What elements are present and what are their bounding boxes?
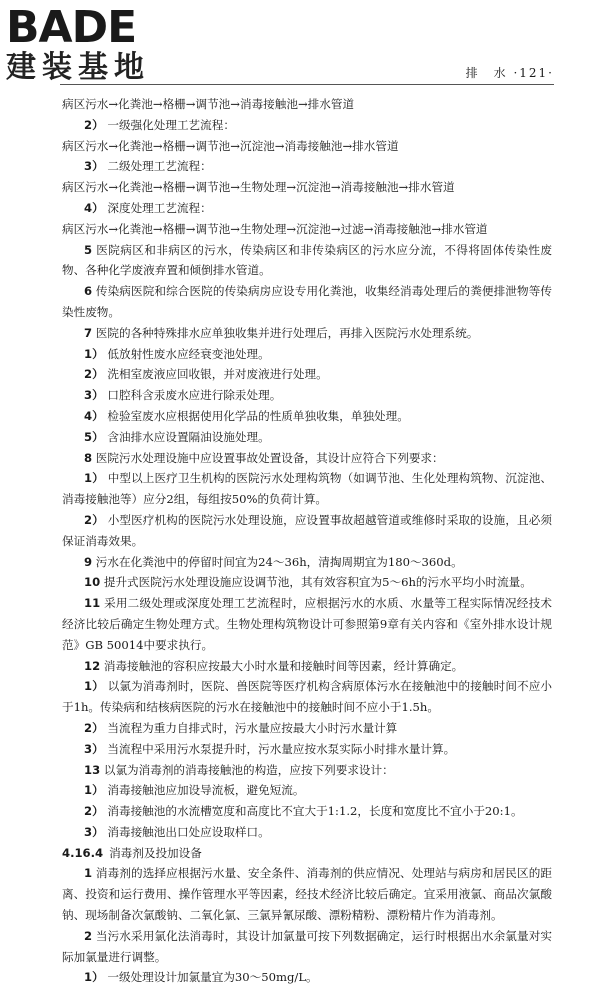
- paragraph: [62, 344, 552, 365]
- item-number: 4）: [84, 408, 104, 423]
- paragraph-text: 医院的各种特殊排水应单独收集并进行处理后，再排入医院污水处理系统。: [95, 325, 479, 340]
- paragraph: [62, 240, 552, 282]
- paragraph: [62, 572, 552, 593]
- paragraph-text: 提升式医院污水处理设施应设调节池，其有效容积宜为5～6h的污水平均小时流量。: [103, 575, 532, 590]
- paragraph-text: 消毒剂及投加设备: [109, 845, 202, 860]
- paragraph: [62, 406, 552, 427]
- paragraph: [62, 364, 552, 385]
- item-number: 1）: [84, 679, 104, 694]
- item-number: 1）: [84, 783, 104, 798]
- item-number: 1: [84, 866, 93, 881]
- paragraph-text: 当流程中采用污水泵提升时，污水量应按水泵实际小时排水量计算。: [107, 741, 456, 756]
- item-number: 11: [84, 596, 101, 611]
- item-number: 12: [84, 658, 101, 673]
- item-number: 10: [84, 575, 101, 590]
- paragraph: [62, 510, 552, 552]
- paragraph: [62, 926, 552, 968]
- item-number: 13: [84, 762, 101, 777]
- paragraph: [62, 468, 552, 510]
- paragraph: [62, 967, 552, 988]
- item-number: 1）: [84, 471, 104, 486]
- paragraph-text: 二级处理工艺流程：: [107, 159, 212, 174]
- item-number: 2）: [84, 367, 104, 382]
- paragraph: [62, 676, 552, 718]
- paragraph-text: 污水在化粪池中的停留时间宜为24～36h，清掏周期宜为180～360d。: [95, 554, 463, 569]
- paragraph: [62, 448, 552, 469]
- paragraph: [62, 801, 552, 822]
- item-number: 8: [84, 450, 93, 465]
- item-number: 5）: [84, 429, 104, 444]
- item-number: 6: [84, 284, 93, 299]
- item-number: 1）: [84, 970, 104, 985]
- paragraph: [62, 385, 552, 406]
- item-number: 5: [84, 242, 93, 257]
- paragraph-text: 以氯为消毒剂时，医院、兽医院等医疗机构含病原体污水在接触池中的接触时间不应小于1h。传染病和结核病医院的污水在接触池中的接触时间不应小于1.5h。: [62, 679, 552, 715]
- paragraph: [62, 136, 552, 157]
- item-number: 2）: [84, 117, 104, 132]
- paragraph-text: 消毒接触池应加设导流板，避免短流。: [107, 783, 305, 798]
- paragraph-text: 小型医疗机构的医院污水处理设施，应设置事故超越管道或维修时采取的设施，且必须保证消毒效果。: [62, 512, 552, 548]
- paragraph: [62, 863, 552, 925]
- document-body: [62, 94, 552, 988]
- paragraph: [62, 177, 552, 198]
- item-number: 3）: [84, 388, 104, 403]
- paragraph: [62, 156, 552, 177]
- paragraph-text: 传染病医院和综合医院的传染病房应设专用化粪池，收集经消毒处理后的粪便排泄物等传染性废物。: [62, 284, 552, 319]
- item-number: 7: [84, 325, 93, 340]
- paragraph-text: 消毒剂的选择应根据污水量、安全条件、消毒剂的供应情况、处理站与病房和居民区的距离、投资和运行费用、操作管理水平等因素，经技术经济比较后确定。宜采用液氯、商品次氯酸钠、现场制备次氯酸钠、二氧化氯、三氯异氰尿酸、漂粉精粉、漂粉精片作为消毒剂。: [62, 866, 552, 923]
- item-number: 2）: [84, 720, 104, 735]
- paragraph: [62, 739, 552, 760]
- paragraph: [62, 219, 552, 240]
- logo-text-en: BADE: [6, 2, 137, 53]
- paragraph: [62, 94, 552, 115]
- paragraph-text: 检验室废水应根据使用化学品的性质单独收集，单独处理。: [107, 408, 409, 423]
- item-number: 1）: [84, 346, 104, 361]
- paragraph-text: 医院污水处理设施中应设置事故处置设备，其设计应符合下列要求：: [95, 450, 444, 465]
- paragraph-text: 病区污水→化粪池→格栅→调节池→生物处理→沉淀池→过滤→消毒接触池→排水管道: [62, 221, 488, 236]
- paragraph-text: 消毒接触池的容积应按最大小时水量和接触时间等因素，经计算确定。: [103, 658, 464, 673]
- item-number: 3）: [84, 159, 104, 174]
- paragraph: [62, 198, 552, 219]
- paragraph: [62, 780, 552, 801]
- paragraph-text: 中型以上医疗卫生机构的医院污水处理构筑物（如调节池、生化处理构筑物、沉淀池、消毒接触池等）应分2组，每组按50%的负荷计算。: [62, 471, 552, 507]
- paragraph: [62, 718, 552, 739]
- paragraph: [62, 822, 552, 843]
- item-number: 3）: [84, 741, 104, 756]
- running-head: 排 水 ·121·: [465, 66, 554, 80]
- logo-text-cn: 建装基地: [6, 50, 150, 85]
- paragraph-text: 口腔科含汞废水应进行除汞处理。: [107, 388, 282, 403]
- item-number: 2: [84, 928, 93, 943]
- paragraph-text: 医院病区和非病区的污水，传染病区和非传染病区的污水应分流，不得将固体传染性废物、各种化学废液弃置和倾倒排水管道。: [62, 242, 552, 278]
- paragraph-text: 含油排水应设置隔油设施处理。: [107, 429, 270, 444]
- paragraph-text: 当流程为重力自排式时，污水量应按最大小时污水量计算: [107, 720, 398, 735]
- paragraph-text: 消毒接触池出口处应设取样口。: [107, 824, 270, 839]
- paragraph-text: 洗相室废液应回收银，并对废液进行处理。: [107, 367, 328, 382]
- paragraph-text: 病区污水→化粪池→格栅→调节池→消毒接触池→排水管道: [62, 97, 355, 111]
- paragraph: [62, 323, 552, 344]
- paragraph-text: 一级强化处理工艺流程：: [107, 117, 235, 132]
- paragraph-text: 病区污水→化粪池→格栅→调节池→生物处理→沉淀池→消毒接触池→排水管道: [62, 180, 455, 195]
- paragraph: [62, 656, 552, 677]
- section-number: 4.16.4: [62, 845, 104, 860]
- paragraph: [62, 115, 552, 136]
- item-number: 3）: [84, 824, 104, 839]
- header-rule: [60, 84, 554, 85]
- paragraph-text: 病区污水→化粪池→格栅→调节池→沉淀池→消毒接触池→排水管道: [62, 138, 399, 153]
- paragraph: [62, 593, 552, 655]
- brand-logo: [6, 2, 196, 88]
- paragraph-text: 当污水采用氯化法消毒时，其设计加氯量可按下列数据确定，运行时根据出水余氯量对实际加氯量进行调整。: [62, 928, 552, 964]
- section-heading: [62, 843, 552, 864]
- paragraph: [62, 281, 552, 323]
- paragraph: [62, 760, 552, 781]
- item-number: 2）: [84, 804, 104, 819]
- paragraph-text: 一级处理设计加氯量宜为30～50mg/L。: [107, 970, 318, 985]
- paragraph: [62, 552, 552, 573]
- paragraph-text: 以氯为消毒剂的消毒接触池的构造，应按下列要求设计：: [103, 762, 394, 777]
- paragraph-text: 低放射性废水应经衰变池处理。: [107, 346, 270, 361]
- paragraph-text: 采用二级处理或深度处理工艺流程时，应根据污水的水质、水量等工程实际情况经技术经济比较后确定生物处理方式。生物处理构筑物设计可参照第9章有关内容和《室外排水设计规范》GB 50014中要求执行。: [62, 596, 552, 652]
- item-number: 4）: [84, 200, 104, 215]
- paragraph: [62, 427, 552, 448]
- item-number: 9: [84, 554, 93, 569]
- paragraph-text: 消毒接触池的水流槽宽度和高度比不宜大于1:1.2，长度和宽度比不宜小于20:1。: [107, 804, 523, 819]
- item-number: 2）: [84, 512, 104, 527]
- paragraph-text: 深度处理工艺流程：: [107, 200, 212, 215]
